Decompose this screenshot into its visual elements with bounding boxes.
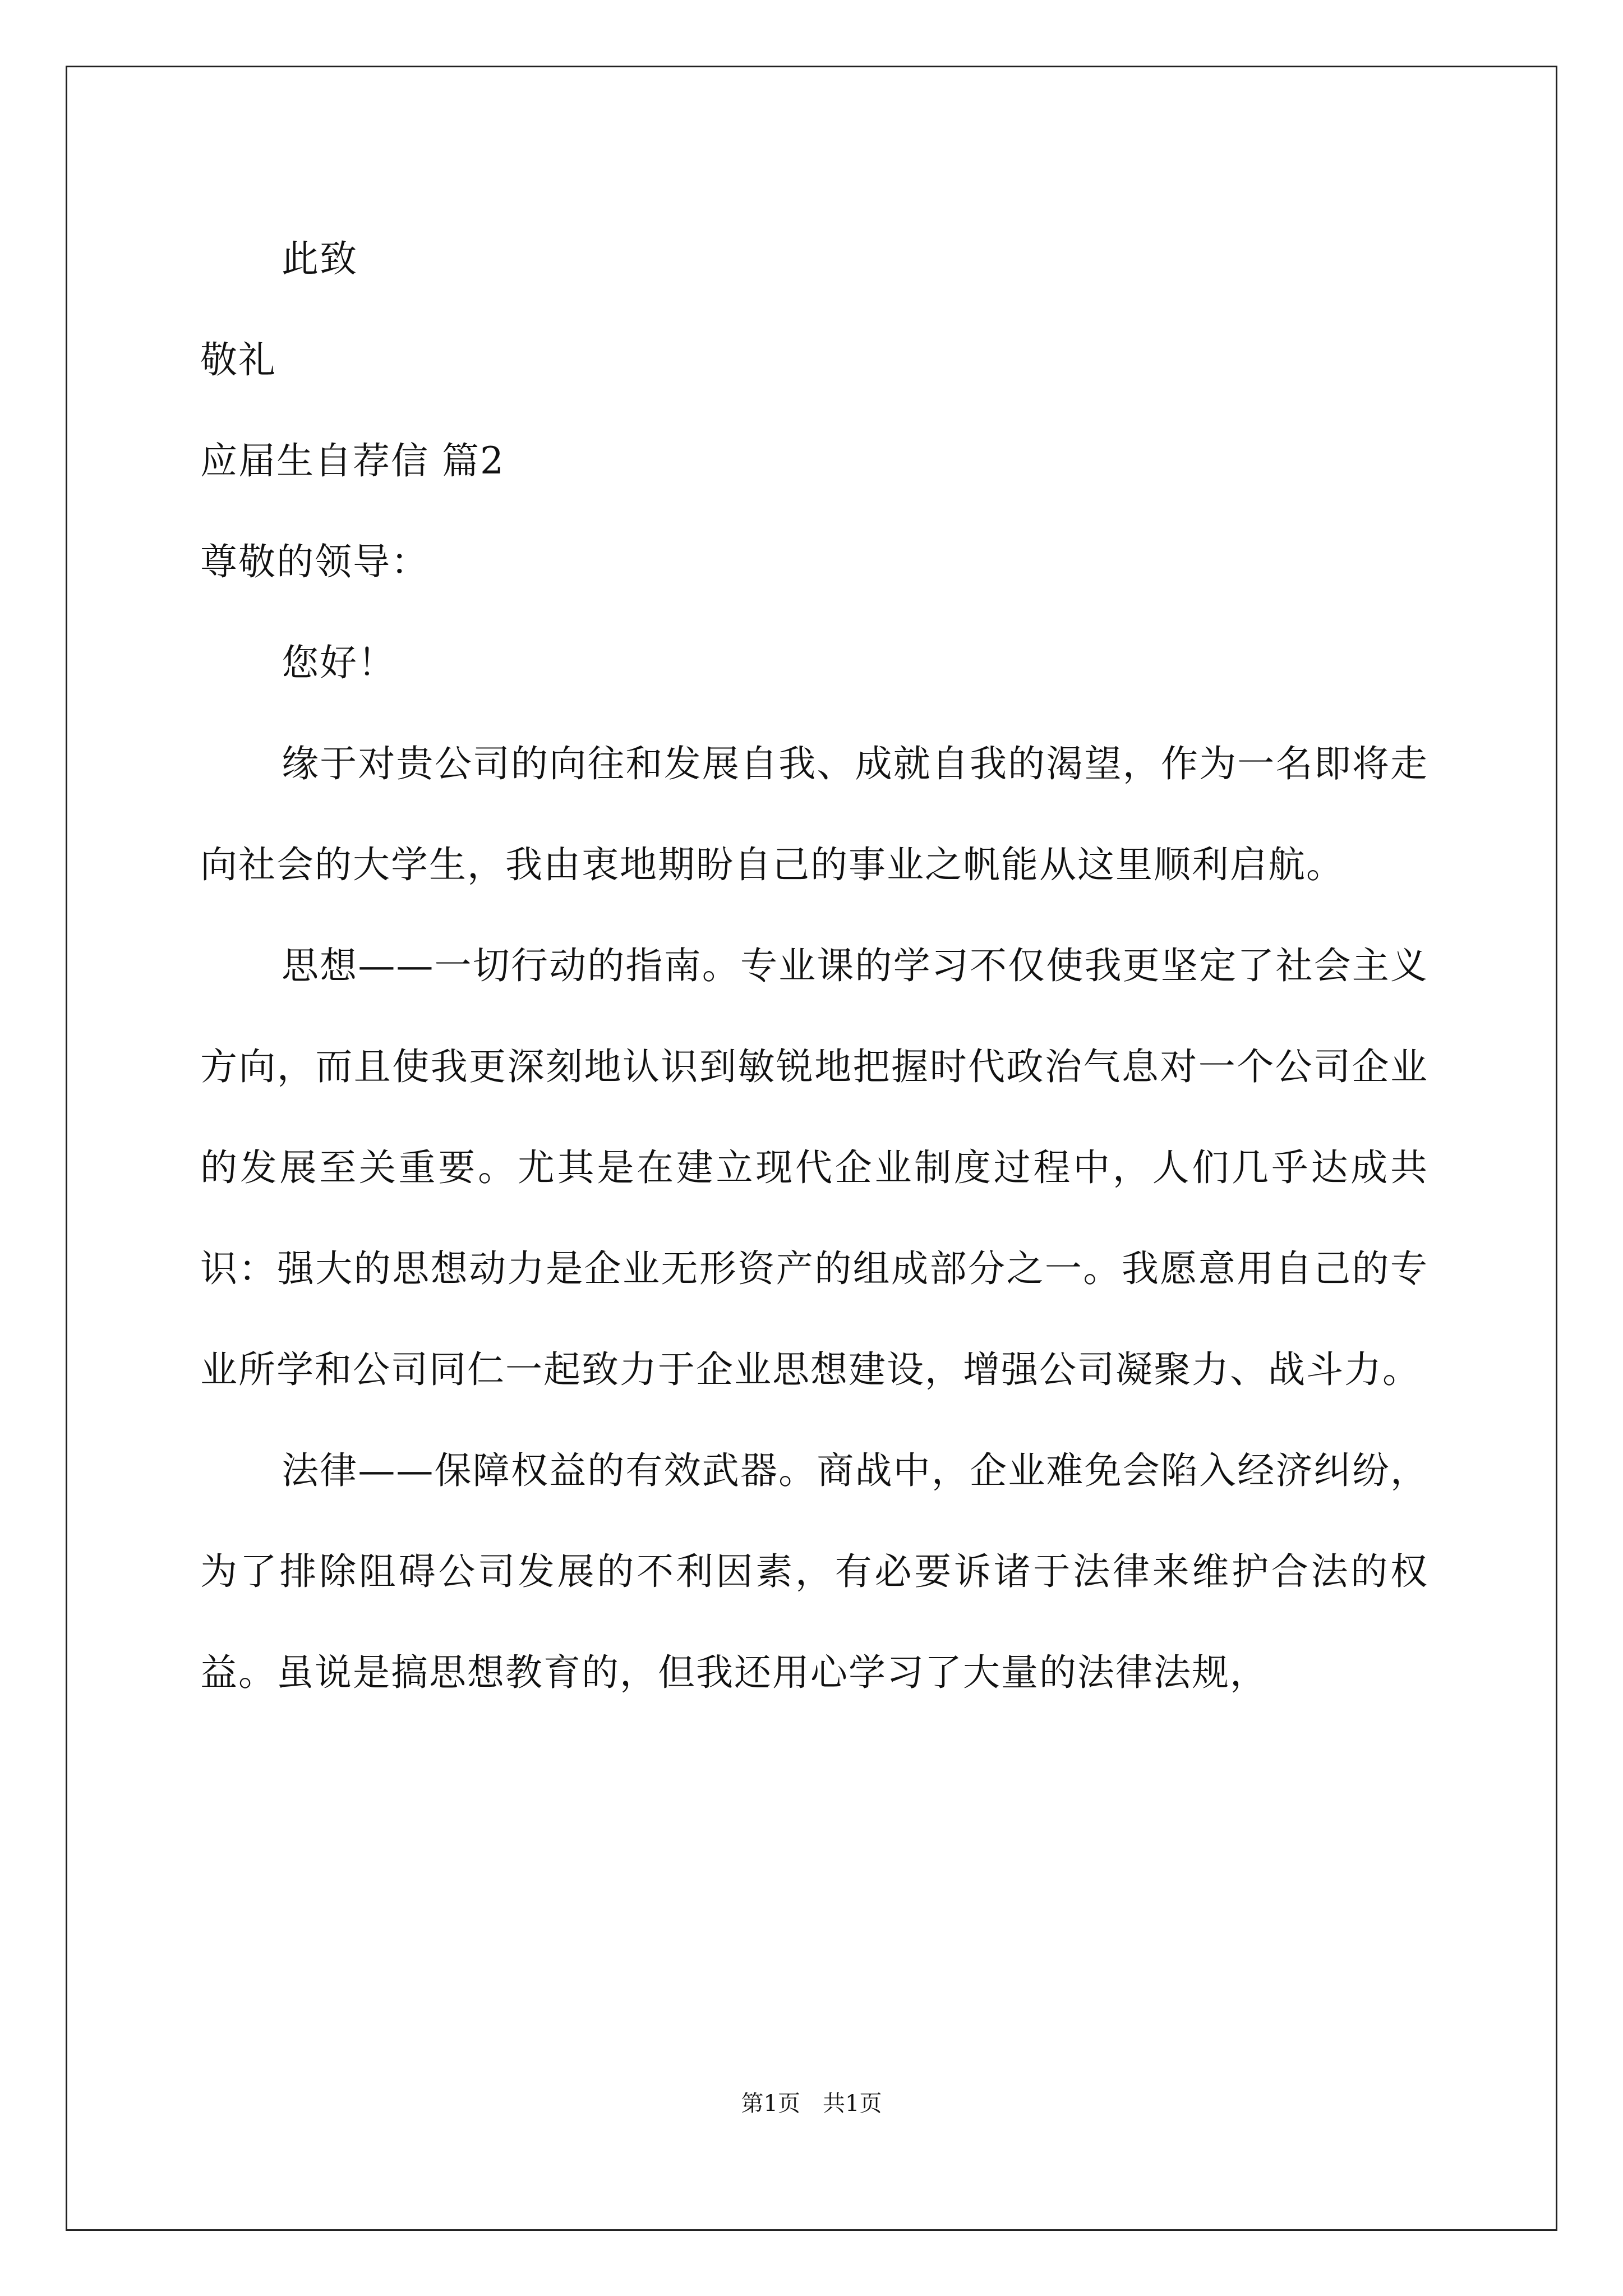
page-total: 共1页	[823, 2091, 882, 2116]
hello-line: 您好！	[282, 641, 396, 684]
paragraph-thought: 思想——一切行动的指南。专业课的学习不仅使我更坚定了社会主义方向，而且使我更深刻地认识到敏锐地把握时代政治气息对一个公司企业的发展至关重要。尤其是在建立现代企业制度过程中，人们几乎达成共识：强大的思想动力是企业无形资产的组成部分之一。我愿意用自己的专业所学和公司同仁一起致力于企业思想建设，增强公司凝聚力、战斗力。	[200, 944, 1428, 1391]
document-body	[200, 209, 1428, 1723]
page-number: 第1页	[741, 2091, 800, 2116]
paragraph-intro: 缘于对贵公司的向往和发展自我、成就自我的渴望，作为一名即将走向社会的大学生，我由衷地期盼自己的事业之帆能从这里顺利启航。	[200, 742, 1428, 886]
letter-heading: 应届生自荐信 篇2	[200, 439, 505, 482]
greeting-line: 尊敬的领导：	[200, 540, 429, 583]
salute-line: 敬礼	[200, 338, 276, 381]
paragraph-law: 法律——保障权益的有效武器。商战中，企业难免会陷入经济纠纷，为了排除阻碍公司发展的不利因素，有必要诉诸于法律来维护合法的权益。虽说是搞思想教育的，但我还用心学习了大量的法律法规，	[200, 1449, 1428, 1694]
closing-line: 此致	[282, 237, 358, 280]
page-footer	[0, 2090, 1623, 2118]
